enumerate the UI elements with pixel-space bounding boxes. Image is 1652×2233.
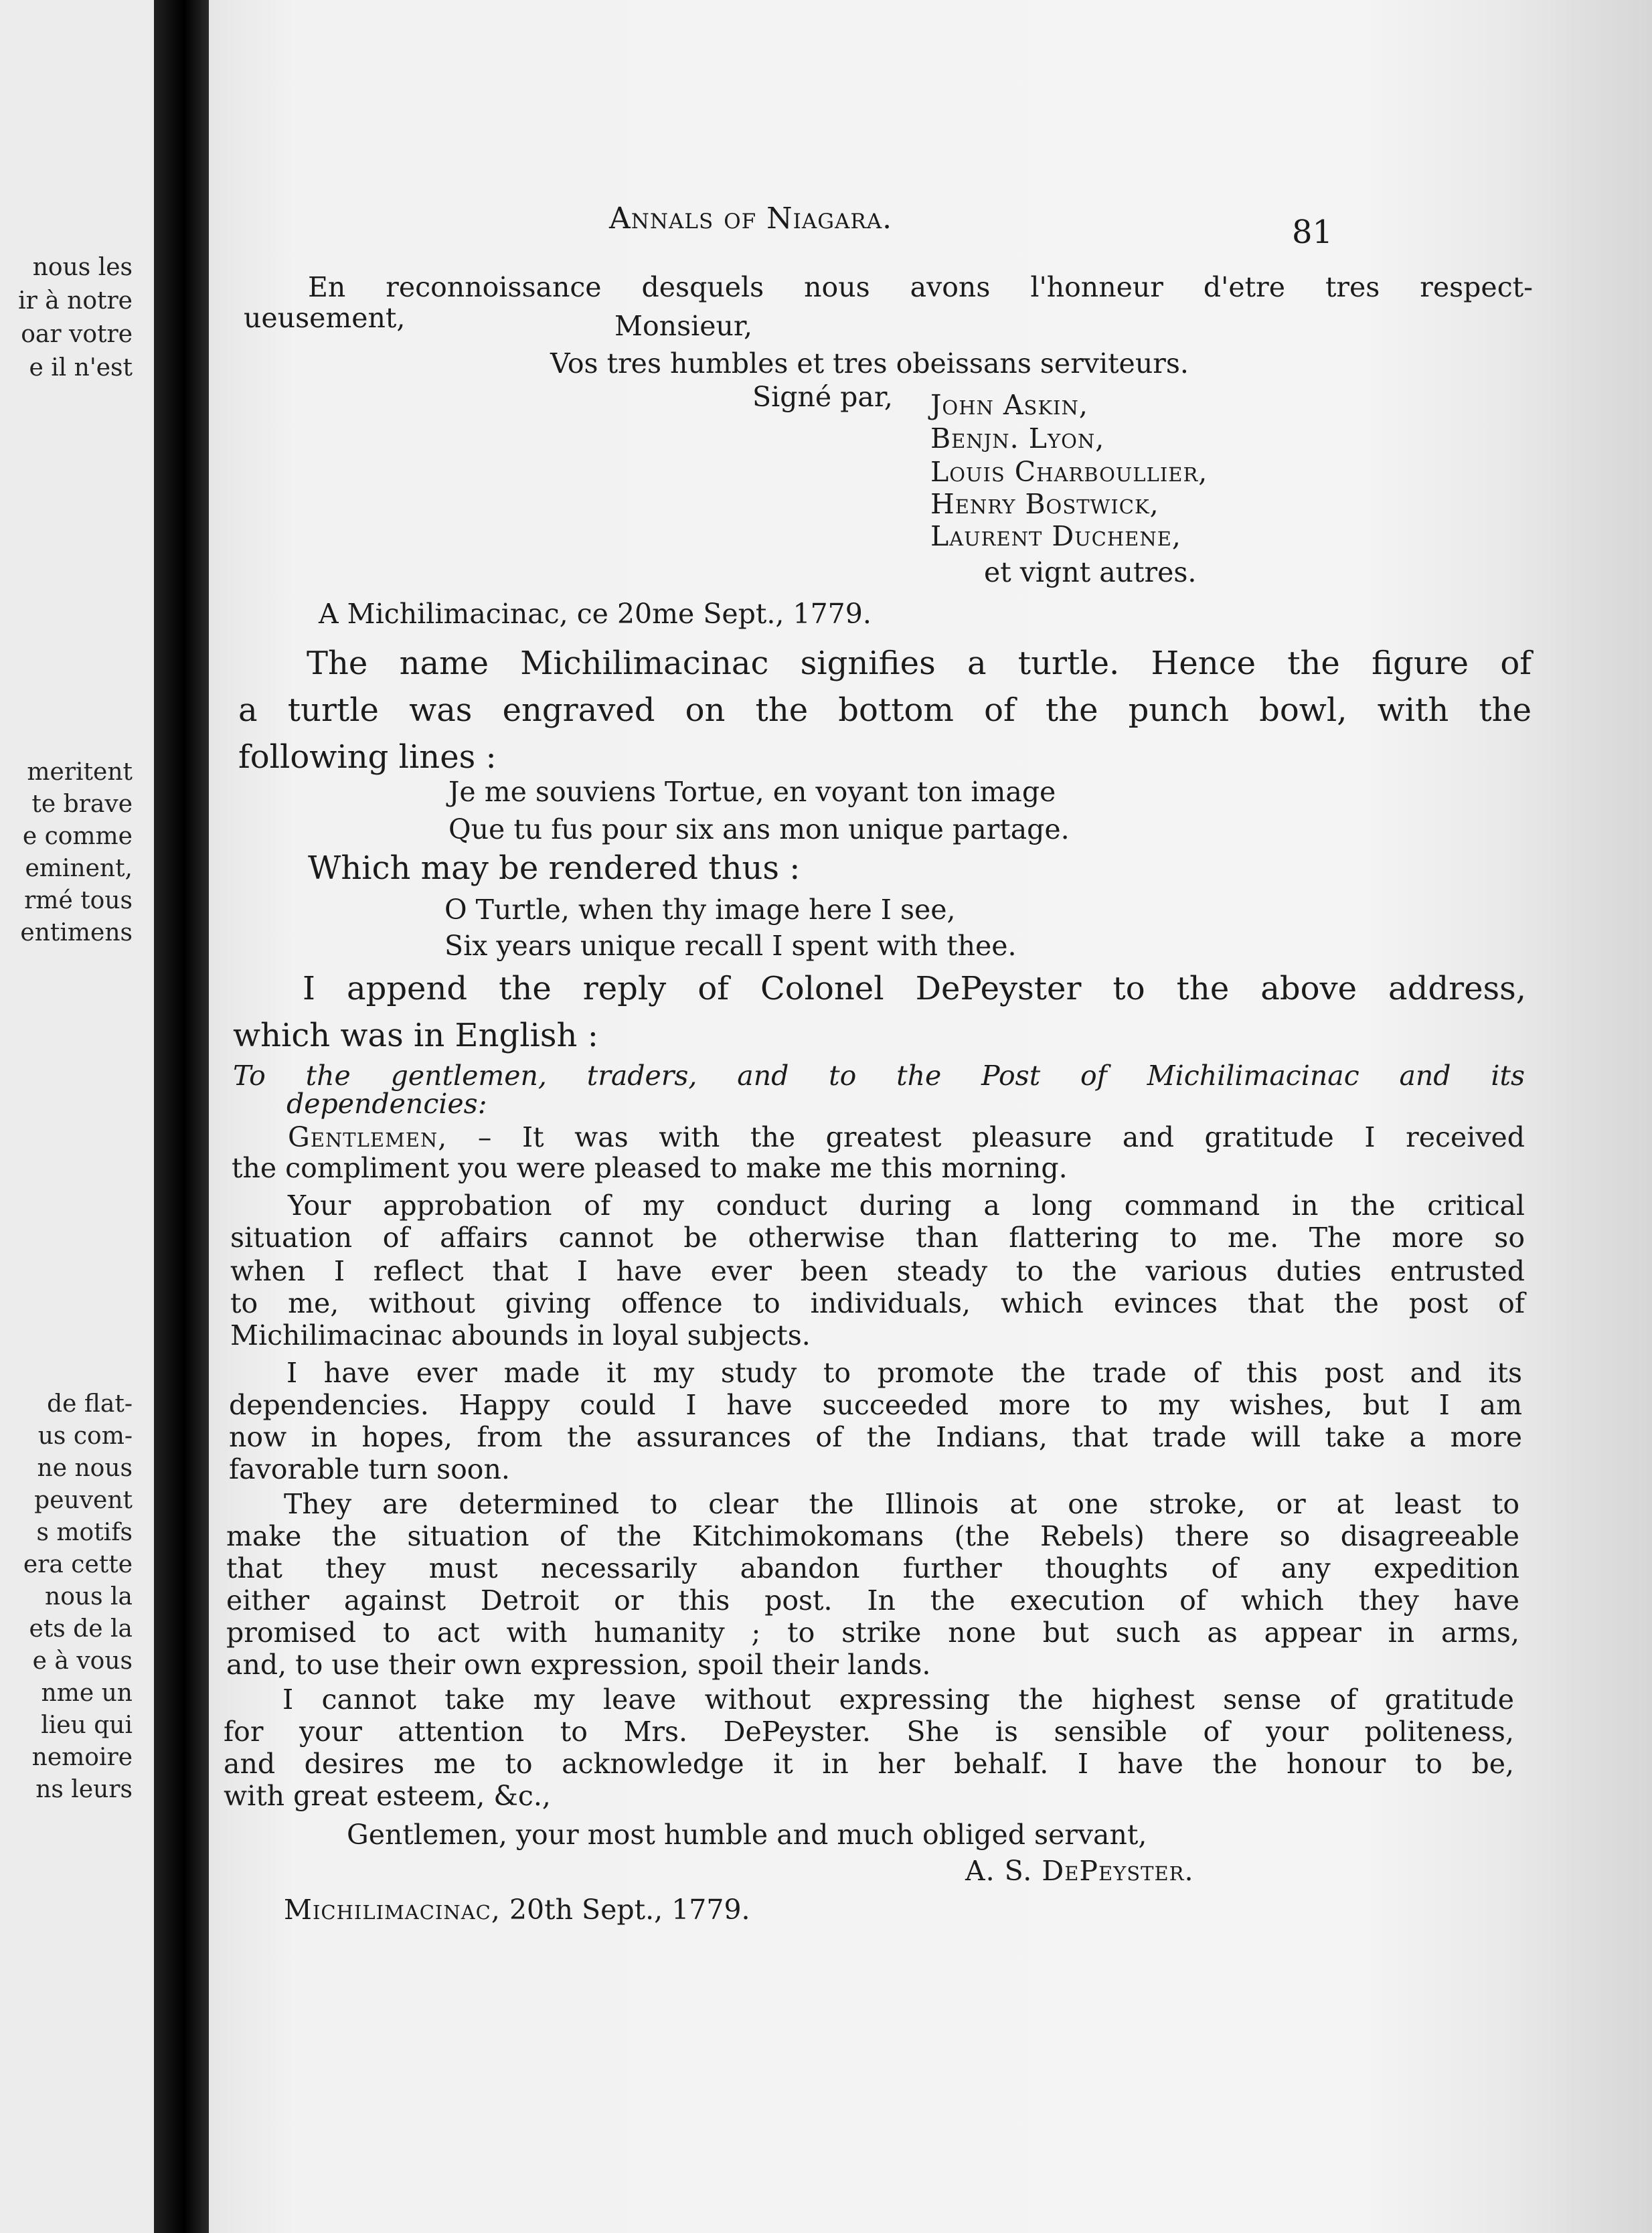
- reply-paragraph-line: that they must necessarily abandon further thoughts of any expedition: [226, 1552, 1519, 1584]
- left-text-line: ne nous: [37, 1455, 133, 1482]
- verse-line-english: Six years unique recall I spent with thee.: [444, 930, 1017, 962]
- salutation: Gentlemen,: [288, 1121, 448, 1153]
- closing-line: Gentlemen, your most humble and much obliged servant,: [347, 1819, 1147, 1851]
- left-text-line: de flat-: [47, 1390, 133, 1418]
- left-text-line: te brave: [31, 791, 133, 818]
- french-close-line: En reconnoissance desquels nous avons l'honneur d'etre tres respect-: [308, 271, 1533, 303]
- left-text-line: ets de la: [29, 1615, 133, 1643]
- reply-paragraph-line: Your approbation of my conduct during a long command in the critical: [288, 1189, 1525, 1222]
- commentary-line: The name Michilimacinac signifies a turtle. Hence the figure of: [307, 645, 1532, 682]
- left-text-line: ir à notre: [18, 287, 133, 315]
- french-close-line: ueusement,: [244, 302, 406, 334]
- book-gutter: [154, 0, 209, 2233]
- left-text-line: s motifs: [36, 1519, 133, 1546]
- reply-address: To the gentlemen, traders, and to the Post of Michilimacinac and its: [233, 1060, 1525, 1092]
- signatories-others: et vignt autres.: [984, 556, 1197, 588]
- signature: A. S. DePeyster.: [965, 1855, 1194, 1887]
- reply-paragraph-line: and desires me to acknowledge it in her behalf. I have the honour to be,: [224, 1748, 1514, 1780]
- reply-paragraph-line: either against Detroit or this post. In the execution of which they have: [226, 1584, 1519, 1617]
- french-close-line: Vos tres humbles et tres obeissans serviteurs.: [550, 347, 1189, 380]
- left-text-line: e comme: [22, 823, 133, 850]
- commentary-line: a turtle was engraved on the bottom of the punch bowl, with the: [238, 691, 1532, 729]
- reply-paragraph-line: favorable turn soon.: [229, 1453, 510, 1485]
- left-text-line: rmé tous: [24, 887, 133, 914]
- running-title: Annals of Niagara.: [609, 201, 893, 236]
- render-intro: Which may be rendered thus :: [308, 849, 801, 887]
- signatory-name: Louis Charboullier,: [930, 456, 1208, 488]
- reply-paragraph-line: the compliment you were pleased to make me this morning.: [232, 1152, 1068, 1184]
- reply-paragraph-line: promised to act with humanity ; to strike none but such as appear in arms,: [226, 1617, 1519, 1649]
- reply-paragraph-line: when I reflect that I have ever been steady to the various duties entrusted: [230, 1255, 1525, 1287]
- commentary-line: I append the reply of Colonel DePeyster to the above address,: [303, 970, 1526, 1007]
- signatory-name: Benjn. Lyon,: [930, 422, 1105, 454]
- reply-paragraph-line: I have ever made it my study to promote the trade of this post and its: [286, 1357, 1522, 1389]
- reply-paragraph-line: situation of affairs cannot be otherwise than flattering to me. The more so: [230, 1222, 1525, 1254]
- left-text-line: entimens: [20, 919, 133, 946]
- left-text-line: eminent,: [25, 855, 133, 882]
- left-text-line: e à vous: [32, 1647, 133, 1675]
- left-text-line: e il n'est: [29, 354, 133, 382]
- verse-line-french: Je me souviens Tortue, en voyant ton image: [448, 776, 1056, 808]
- facing-page-fragment: [0, 0, 154, 2233]
- commentary-line: which was in English :: [233, 1017, 598, 1054]
- reply-paragraph-line: They are determined to clear the Illinois at one stroke, or at least to: [284, 1488, 1519, 1520]
- reply-paragraph-line: and, to use their own expression, spoil their lands.: [226, 1649, 931, 1681]
- left-text-line: nous les: [32, 254, 133, 281]
- signatory-name: Henry Bostwick,: [930, 488, 1159, 520]
- signatory-name: John Askin,: [930, 389, 1088, 421]
- reply-paragraph-line: Gentlemen, – It was with the greatest pleasure and gratitude I received: [288, 1121, 1525, 1153]
- verse-line-french: Que tu fus pour six ans mon unique partage.: [448, 813, 1070, 845]
- place-date: A Michilimacinac, ce 20me Sept., 1779.: [319, 598, 872, 630]
- reply-paragraph-line: make the situation of the Kitchimokomans (the Rebels) there so disagreeable: [226, 1520, 1519, 1552]
- commentary-line: following lines :: [238, 738, 497, 776]
- french-close-line: Monsieur,: [614, 310, 753, 342]
- left-text-line: oar votre: [21, 321, 133, 348]
- verse-line-english: O Turtle, when thy image here I see,: [444, 894, 956, 926]
- left-text-line: lieu qui: [41, 1712, 133, 1739]
- left-text-line: ns leurs: [35, 1776, 133, 1803]
- reply-paragraph-line: Michilimacinac abounds in loyal subjects.: [230, 1319, 811, 1351]
- signed-by-label: Signé par,: [752, 381, 893, 413]
- left-text-line: peuvent: [34, 1487, 133, 1514]
- reply-paragraph-line: to me, without giving offence to individuals, which evinces that the post of: [230, 1287, 1525, 1319]
- place-date-line: [284, 1893, 750, 1926]
- left-text-line: era cette: [23, 1551, 133, 1578]
- page-number: 81: [1292, 214, 1333, 251]
- reply-paragraph-line: for your attention to Mrs. DePeyster. She is sensible of your politeness,: [224, 1716, 1514, 1748]
- signatory-name: Laurent Duchene,: [930, 520, 1181, 552]
- left-text-line: meritent: [27, 758, 133, 786]
- left-text-line: nous la: [45, 1583, 133, 1610]
- reply-paragraph-line: now in hopes, from the assurances of the Indians, that trade will take a more: [229, 1421, 1522, 1453]
- reply-paragraph-line: dependencies. Happy could I have succeeded more to my wishes, but I am: [229, 1389, 1522, 1421]
- reply-paragraph-line: with great esteem, &c.,: [224, 1780, 551, 1812]
- left-text-line: nemoire: [31, 1744, 133, 1771]
- left-text-line: us com-: [37, 1422, 133, 1450]
- left-text-line: nme un: [41, 1679, 133, 1707]
- book-page: [209, 0, 1652, 2233]
- reply-paragraph-line: I cannot take my leave without expressing the highest sense of gratitude: [282, 1683, 1514, 1716]
- reply-address: dependencies:: [286, 1088, 487, 1120]
- date: 20th Sept., 1779.: [500, 1894, 750, 1926]
- place-name: Michilimacinac,: [284, 1894, 501, 1926]
